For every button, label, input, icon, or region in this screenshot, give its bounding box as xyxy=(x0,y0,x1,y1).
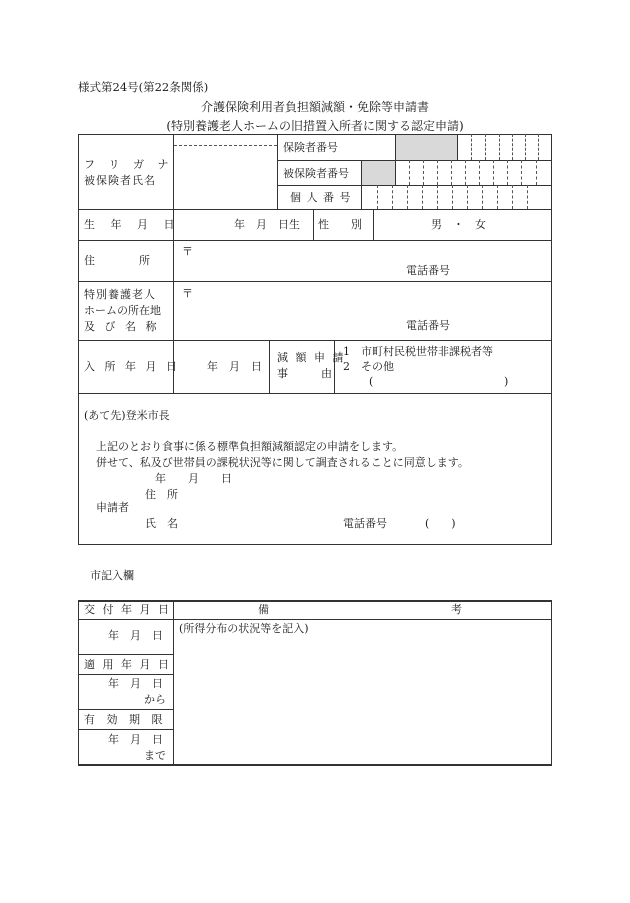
validity-value[interactable]: 年 月 日 xyxy=(108,733,163,746)
form-subtitle: (特別養護老人ホームの旧措置入所者に関する認定申請) xyxy=(166,119,464,133)
apply-from: から xyxy=(144,693,166,706)
address-label: 住 所 xyxy=(84,254,150,267)
applicant-name-field[interactable] xyxy=(190,515,330,529)
reason-option-1[interactable]: 1 市町村民税世帯非課税者等 xyxy=(343,345,493,358)
facility-field[interactable] xyxy=(195,287,545,313)
facility-label-line2: ホームの所在地 xyxy=(84,304,161,317)
address-field[interactable] xyxy=(195,245,545,259)
insured-number-shaded xyxy=(362,161,395,185)
reason-other-paren-open: ( xyxy=(369,375,374,388)
insured-name-field[interactable] xyxy=(180,148,272,206)
form-number: 様式第24号(第22条関係) xyxy=(78,80,209,94)
address-postal-mark: 〒 xyxy=(182,245,193,258)
admission-date-label: 入 所 年 月 日 xyxy=(84,360,180,373)
declaration-line-2: 併せて、私及び世帯員の課税状況等に関して調査されることに同意します。 xyxy=(96,456,469,469)
personal-number-input[interactable] xyxy=(362,187,550,207)
personal-number-label: 個 人 番 号 xyxy=(290,191,352,204)
facility-phone-label: 電話番号 xyxy=(406,319,450,332)
applicant-label: 申請者 xyxy=(96,501,129,514)
applicant-phone-field[interactable]: ( ) xyxy=(425,517,456,530)
declaration-line-1: 上記のとおり食事に係る標準負担額減額認定の申請をします。 xyxy=(96,440,404,453)
insured-number-label: 被保険者番号 xyxy=(283,167,349,180)
sex-label: 性 別 xyxy=(318,218,362,231)
birth-date-value[interactable]: 年 月 日生 xyxy=(234,218,300,231)
facility-postal-mark: 〒 xyxy=(182,287,193,300)
remarks-field[interactable] xyxy=(176,637,548,761)
applicant-address-label: 住 所 xyxy=(145,488,178,501)
city-section-title: 市記入欄 xyxy=(90,569,134,582)
reason-other-paren-close: ) xyxy=(504,375,509,388)
facility-label-line1: 特別養護老人 xyxy=(84,288,156,301)
applicant-phone-label: 電話番号 xyxy=(343,517,387,530)
insured-name-label: 被保険者氏名 xyxy=(84,174,156,187)
reason-label-line1: 減 額 申 請 xyxy=(277,351,346,364)
insured-number-input[interactable] xyxy=(396,162,550,183)
birth-date-label: 生 年 月 日 xyxy=(84,218,181,231)
validity-label: 有 効 期 限 xyxy=(84,713,167,726)
admission-date-value[interactable]: 年 月 日 xyxy=(207,360,262,373)
reason-label-line2: 事 由 xyxy=(277,367,332,380)
applicant-name-label: 氏 名 xyxy=(145,517,178,530)
facility-label-line3: 及 び 名 称 xyxy=(84,320,160,333)
remarks-label-1: 備 xyxy=(258,603,269,616)
applicant-address-field[interactable] xyxy=(190,486,530,500)
declaration-date[interactable]: 年 月 日 xyxy=(155,472,232,485)
furigana-label: フ リ ガ ナ xyxy=(84,158,174,171)
remarks-label-2: 考 xyxy=(451,603,462,616)
reason-other-field[interactable] xyxy=(378,374,502,388)
address-phone-label: 電話番号 xyxy=(406,264,450,277)
issue-date-value[interactable]: 年 月 日 xyxy=(108,629,163,642)
addressee: (あて先)登米市長 xyxy=(84,409,170,422)
issue-date-label: 交 付 年 月 日 xyxy=(84,603,171,616)
insurer-number-label: 保険者番号 xyxy=(283,141,338,154)
form-title: 介護保険利用者負担額減額・免除等申請書 xyxy=(200,100,429,114)
insurer-number-shaded xyxy=(396,135,457,160)
reason-option-2[interactable]: 2 その他 xyxy=(343,360,394,373)
furigana-field[interactable] xyxy=(180,136,272,144)
insurer-number-input[interactable] xyxy=(458,136,550,158)
apply-date-label: 適 用 年 月 日 xyxy=(84,658,171,671)
sex-value[interactable]: 男 ・ 女 xyxy=(431,218,486,231)
apply-date-value[interactable]: 年 月 日 xyxy=(108,677,163,690)
validity-until: まで xyxy=(144,749,166,762)
remarks-note: (所得分布の状況等を記入) xyxy=(179,622,309,635)
